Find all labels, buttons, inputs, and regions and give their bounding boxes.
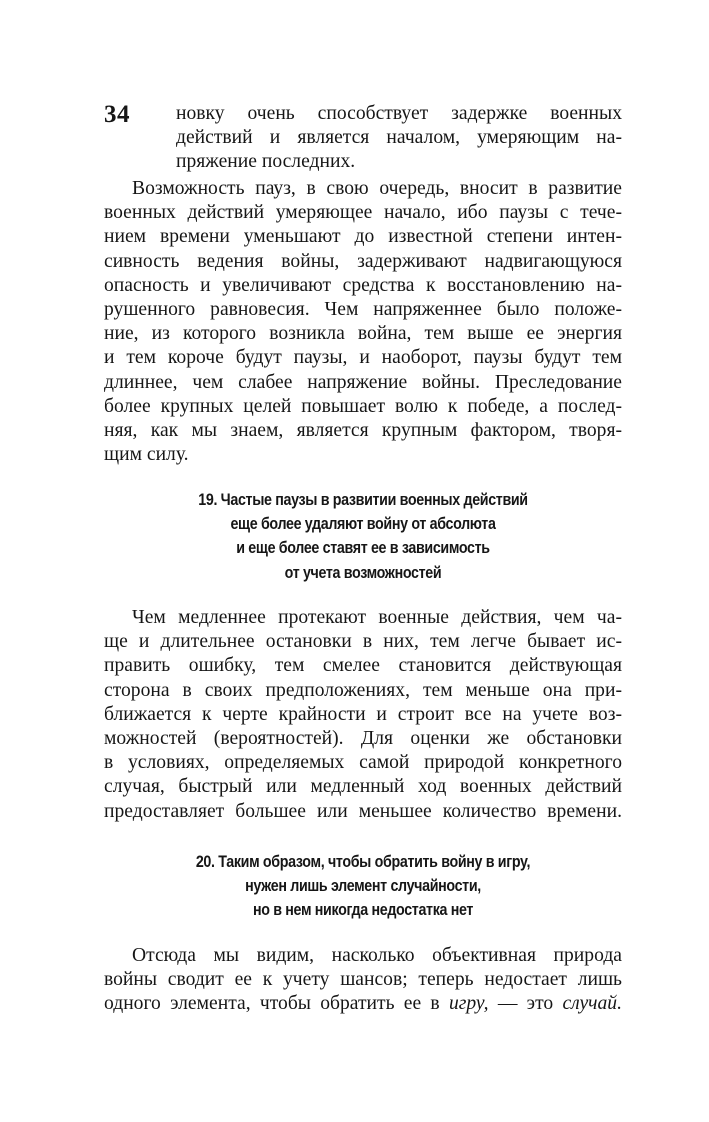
text-line: Отсюда мы видим, насколько объективная природа [132, 945, 622, 966]
text-line: можностей (вероятностей). Для оценки же обстановки [104, 727, 622, 749]
text-line: ще и длительнее остановки в них, тем легче бывает ис- [104, 631, 622, 653]
page-number: 34 [104, 101, 130, 128]
paragraph-intro [104, 102, 622, 175]
italic-term-chance: случай. [562, 993, 622, 1015]
heading-line: 20. Таким образом, чтобы обратить войну в игру, [195, 852, 531, 871]
heading-line: но в нем никогда недостатка нет [252, 900, 474, 920]
text-line: опасность и увеличивают средства к восстановлению на- [104, 274, 622, 296]
text-line: няя, как мы знаем, является крупным фактором, творя- [104, 419, 622, 441]
text-line: длиннее, чем слабее напряжение войны. Преследование [104, 371, 622, 393]
text-line: случая, быстрый или медленный ход военных действий [104, 776, 622, 798]
text-line: сторона в своих предположениях, тем меньше она при- [104, 679, 622, 701]
text-line: Чем медленнее протекают военные действия, чем ча- [132, 607, 622, 628]
text-line: новку очень способствует задержке военных [176, 103, 622, 124]
text-line: рушенного равновесия. Чем напряженнее было положе- [104, 298, 622, 320]
section-heading-19 [140, 488, 585, 585]
text-line: ние, из которого возникла война, тем выше ее энергия [104, 323, 622, 345]
text-line: Возможность пауз, в свою очередь, вносит в развитие [132, 178, 622, 199]
text-line: нием времени уменьшают до известной степени интен- [104, 226, 622, 248]
text-line: и тем короче будут паузы, и наоборот, паузы будут тем [104, 347, 622, 369]
text-line: военных действий умеряющее начало, ибо паузы с тече- [104, 202, 622, 224]
text-run: одного элемента, чтобы обратить ее в [104, 993, 449, 1015]
italic-term-game: игру, [448, 993, 489, 1015]
heading-line: нужен лишь элемент случайности, [245, 876, 481, 896]
text-line: сивность ведения войны, задерживают надвигающуюся [104, 250, 622, 272]
text-line-final [104, 992, 622, 1016]
heading-line: 19. Частые паузы в развитии военных действий [198, 490, 528, 509]
text-line: в условиях, определяемых самой природой конкретного [104, 752, 622, 774]
text-run: — это [488, 993, 563, 1015]
text-line: править ошибку, тем смелее становится действующая [104, 655, 622, 677]
section-heading-20 [140, 850, 585, 923]
text-line: пряжение последних. [176, 151, 356, 173]
heading-line: от учета возможностей [284, 562, 442, 582]
text-line: действий и является началом, умеряющим на- [176, 127, 622, 149]
paragraph-section-20 [104, 944, 622, 1017]
text-line: щим силу. [104, 444, 189, 466]
text-line: войны сводит ее к учету шансов; теперь недостает лишь [104, 969, 622, 991]
heading-line: и еще более ставят ее в зависимость [236, 538, 490, 558]
paragraph-pauses [104, 177, 622, 467]
text-line: более крупных целей повышает волю к победе, а послед- [104, 395, 622, 417]
paragraph-section-19 [104, 606, 622, 824]
heading-line: еще более удаляют войну от абсолюта [230, 514, 496, 534]
text-line: ближается к черте крайности и строит все на учете воз- [104, 703, 622, 725]
text-line: предоставляет большее или меньшее количество времени. [104, 800, 622, 822]
